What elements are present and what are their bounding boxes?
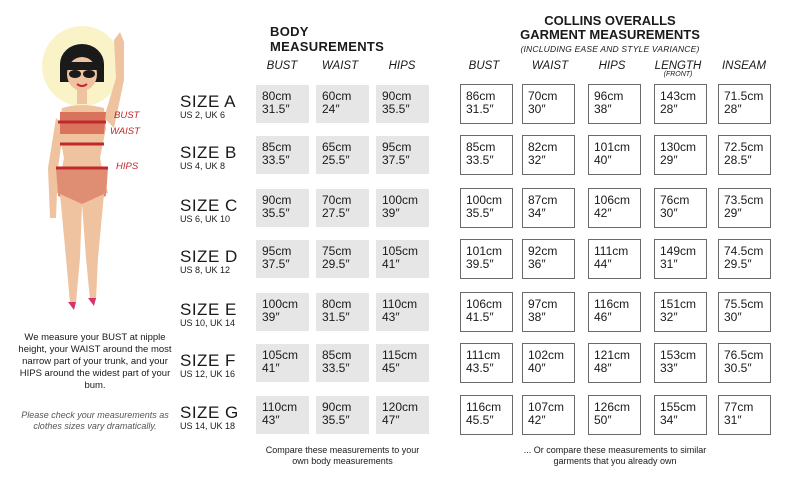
value-inch: 33.5″	[262, 153, 290, 167]
value-cm: 130cm	[660, 140, 697, 154]
body-cell	[256, 293, 309, 331]
body-cell	[256, 189, 309, 227]
body-cell	[376, 189, 429, 227]
garment-measurements-title	[510, 14, 710, 56]
value-cm: 101cm	[466, 244, 503, 258]
value-inch: 34″	[660, 413, 678, 427]
value-inch: 48″	[594, 361, 612, 375]
value-inch: 44″	[594, 257, 612, 271]
body-cell	[376, 136, 429, 174]
value-cm: 110cm	[262, 400, 298, 414]
value-inch: 40″	[528, 361, 546, 375]
size-name: SIZE G	[180, 403, 239, 422]
value-cm: 76.5cm	[724, 348, 764, 362]
value-cm: 106cm	[594, 193, 631, 207]
garment-cell	[460, 292, 513, 332]
size-label	[180, 248, 260, 275]
value-inch: 41.5″	[466, 310, 494, 324]
garment-cell	[522, 188, 575, 228]
body-cell	[376, 344, 429, 382]
value-cm: 110cm	[382, 297, 418, 311]
value-inch: 31.5″	[466, 102, 494, 116]
value-cm: 72.5cm	[724, 140, 764, 154]
value-cm: 71.5cm	[724, 89, 764, 103]
value-inch: 50″	[594, 413, 612, 427]
size-name: SIZE D	[180, 247, 238, 266]
value-inch: 28″	[660, 102, 678, 116]
value-cm: 75cm	[322, 244, 352, 258]
value-inch: 28.5″	[724, 153, 752, 167]
value-inch: 30.5″	[724, 361, 752, 375]
value-inch: 30″	[660, 206, 678, 220]
value-inch: 39″	[382, 206, 400, 220]
value-cm: 100cm	[466, 193, 503, 207]
value-cm: 80cm	[322, 297, 352, 311]
garment-cell	[588, 395, 641, 435]
garment-cell	[522, 135, 575, 175]
value-inch: 46″	[594, 310, 612, 324]
garment-cell	[522, 292, 575, 332]
size-label	[180, 404, 260, 431]
value-inch: 31.5″	[262, 102, 290, 116]
garment-cell	[460, 343, 513, 383]
value-cm: 106cm	[466, 297, 503, 311]
body-cell	[256, 240, 309, 278]
garment-cell	[718, 84, 771, 124]
value-cm: 90cm	[322, 400, 352, 414]
value-cm: 95cm	[382, 140, 412, 154]
garment-col-hips: HIPS	[598, 60, 626, 72]
value-inch: 37.5″	[382, 153, 410, 167]
check-note: Please check your measurements as clothes sizes vary dramatically.	[21, 410, 169, 431]
size-label	[180, 144, 260, 171]
size-us-uk: US 2, UK 6	[180, 110, 226, 120]
garment-cell	[522, 395, 575, 435]
value-cm: 95cm	[262, 244, 292, 258]
value-cm: 96cm	[594, 89, 624, 103]
size-us-uk: US 12, UK 16	[180, 369, 236, 379]
value-cm: 116cm	[466, 400, 502, 414]
value-cm: 105cm	[262, 348, 299, 362]
size-label	[180, 197, 260, 224]
garment-col-bust: BUST	[468, 60, 500, 72]
garment-cell	[588, 292, 641, 332]
value-cm: 126cm	[594, 400, 631, 414]
value-cm: 151cm	[660, 297, 697, 311]
bust-label: BUST	[114, 110, 140, 121]
garment-cell	[654, 188, 707, 228]
value-inch: 29.5″	[322, 257, 350, 271]
value-cm: 92cm	[528, 244, 558, 258]
length-header: LENGTH	[654, 60, 702, 72]
value-inch: 39″	[262, 310, 280, 324]
body-cell	[316, 240, 369, 278]
body-cell	[316, 293, 369, 331]
value-inch: 33.5″	[322, 361, 350, 375]
value-cm: 86cm	[466, 89, 496, 103]
value-cm: 70cm	[528, 89, 558, 103]
garment-cell	[522, 343, 575, 383]
garment-cell	[654, 292, 707, 332]
garment-cell	[718, 135, 771, 175]
value-inch: 31.5″	[322, 310, 350, 324]
value-cm: 97cm	[528, 297, 558, 311]
length-front-note: (FRONT)	[663, 71, 693, 78]
value-cm: 149cm	[660, 244, 697, 258]
garment-cell	[588, 135, 641, 175]
value-inch: 42″	[594, 206, 612, 220]
value-cm: 107cm	[528, 400, 565, 414]
garment-cell	[654, 84, 707, 124]
value-inch: 29″	[660, 153, 678, 167]
garment-cell	[460, 135, 513, 175]
garment-title-line1: COLLINS OVERALLS	[544, 13, 676, 28]
hips-label: HIPS	[116, 161, 139, 172]
value-cm: 76cm	[660, 193, 690, 207]
value-cm: 73.5cm	[724, 193, 764, 207]
body-col-bust: BUST	[266, 60, 298, 72]
value-inch: 43″	[262, 413, 280, 427]
body-footer: Compare these measurements to your own body measurements	[265, 445, 420, 466]
garment-cell	[718, 239, 771, 279]
value-inch: 35.5″	[322, 413, 350, 427]
garment-cell	[460, 188, 513, 228]
body-cell	[256, 85, 309, 123]
size-label	[180, 93, 260, 120]
value-inch: 29.5″	[724, 257, 752, 271]
value-cm: 77cm	[724, 400, 754, 414]
value-cm: 100cm	[382, 193, 419, 207]
size-us-uk: US 8, UK 12	[180, 265, 231, 275]
value-inch: 30″	[724, 310, 742, 324]
size-label	[180, 352, 260, 379]
garment-col-waist: WAIST	[531, 60, 569, 72]
value-inch: 32″	[528, 153, 546, 167]
garment-cell	[522, 239, 575, 279]
value-inch: 39.5″	[466, 257, 494, 271]
body-cell	[376, 396, 429, 434]
body-cell	[376, 240, 429, 278]
garment-cell	[522, 84, 575, 124]
value-cm: 60cm	[322, 89, 352, 103]
size-us-uk: US 10, UK 14	[180, 318, 236, 328]
value-inch: 37.5″	[262, 257, 290, 271]
value-inch: 47″	[382, 413, 400, 427]
value-inch: 33″	[660, 361, 678, 375]
body-cell	[316, 85, 369, 123]
garment-cell	[460, 84, 513, 124]
woman-figure-icon	[20, 18, 170, 318]
garment-cell	[718, 395, 771, 435]
value-cm: 90cm	[382, 89, 412, 103]
value-inch: 34″	[528, 206, 546, 220]
body-cell	[376, 85, 429, 123]
value-cm: 85cm	[322, 348, 352, 362]
value-inch: 25.5″	[322, 153, 350, 167]
garment-cell	[588, 84, 641, 124]
body-cell	[256, 344, 309, 382]
measure-note: We measure your BUST at nipple height, your WAIST around the most narrow part of your trunk, and your HIPS around the widest part of your bum.	[18, 332, 172, 391]
size-us-uk: US 14, UK 18	[180, 421, 236, 431]
value-inch: 35.5″	[382, 102, 410, 116]
value-cm: 90cm	[262, 193, 292, 207]
body-measurements-title: BODY MEASUREMENTS	[270, 24, 385, 54]
value-cm: 143cm	[660, 89, 697, 103]
value-inch: 24″	[322, 102, 340, 116]
body-cell	[316, 344, 369, 382]
garment-col-inseam: INSEAM	[721, 60, 767, 72]
garment-cell	[718, 188, 771, 228]
value-inch: 32″	[660, 310, 678, 324]
value-cm: 153cm	[660, 348, 697, 362]
value-inch: 45″	[382, 361, 400, 375]
value-cm: 111cm	[466, 348, 501, 362]
value-cm: 101cm	[594, 140, 631, 154]
garment-cell	[588, 188, 641, 228]
value-inch: 40″	[594, 153, 612, 167]
garment-cell	[460, 239, 513, 279]
garment-footer: ... Or compare these measurements to similar garments that you already own	[523, 445, 707, 466]
value-cm: 65cm	[322, 140, 352, 154]
value-cm: 85cm	[262, 140, 292, 154]
size-label	[180, 301, 260, 328]
value-inch: 27.5″	[322, 206, 350, 220]
value-inch: 42″	[528, 413, 546, 427]
value-inch: 43.5″	[466, 361, 494, 375]
body-cell	[256, 396, 309, 434]
garment-cell	[654, 135, 707, 175]
size-name: SIZE E	[180, 300, 237, 319]
value-cm: 74.5cm	[724, 244, 764, 258]
value-inch: 31″	[724, 413, 742, 427]
value-inch: 30″	[528, 102, 546, 116]
garment-cell	[588, 343, 641, 383]
body-cell	[316, 136, 369, 174]
value-cm: 82cm	[528, 140, 558, 154]
value-cm: 105cm	[382, 244, 419, 258]
value-inch: 41″	[382, 257, 400, 271]
garment-cell	[718, 343, 771, 383]
garment-col-length	[650, 60, 706, 78]
body-cell	[376, 293, 429, 331]
garment-cell	[718, 292, 771, 332]
size-name: SIZE A	[180, 92, 236, 111]
body-cell	[316, 189, 369, 227]
garment-cell	[654, 395, 707, 435]
value-cm: 111cm	[594, 244, 629, 258]
value-cm: 80cm	[262, 89, 292, 103]
garment-cell	[654, 239, 707, 279]
value-inch: 43″	[382, 310, 400, 324]
size-name: SIZE F	[180, 351, 236, 370]
value-inch: 45.5″	[466, 413, 494, 427]
body-col-hips: HIPS	[388, 60, 416, 72]
garment-subtitle: (INCLUDING EASE AND STYLE VARIANCE)	[520, 44, 700, 54]
garment-cell	[460, 395, 513, 435]
garment-title-line2: GARMENT MEASUREMENTS	[520, 27, 700, 42]
size-name: SIZE B	[180, 143, 237, 162]
body-cell	[316, 396, 369, 434]
value-inch: 41″	[262, 361, 280, 375]
value-cm: 115cm	[382, 348, 418, 362]
size-name: SIZE C	[180, 196, 238, 215]
value-cm: 100cm	[262, 297, 299, 311]
garment-cell	[588, 239, 641, 279]
figure-illustration	[20, 18, 170, 318]
value-inch: 35.5″	[466, 206, 494, 220]
body-cell	[256, 136, 309, 174]
value-cm: 70cm	[322, 193, 352, 207]
value-cm: 85cm	[466, 140, 496, 154]
value-inch: 31″	[660, 257, 678, 271]
value-inch: 36″	[528, 257, 546, 271]
size-us-uk: US 6, UK 10	[180, 214, 231, 224]
body-col-waist: WAIST	[321, 60, 359, 72]
value-cm: 102cm	[528, 348, 565, 362]
garment-cell	[654, 343, 707, 383]
size-us-uk: US 4, UK 8	[180, 161, 226, 171]
value-inch: 29″	[724, 206, 742, 220]
value-cm: 75.5cm	[724, 297, 764, 311]
value-cm: 120cm	[382, 400, 419, 414]
waist-label: WAIST	[110, 126, 140, 137]
value-inch: 38″	[528, 310, 546, 324]
value-inch: 38″	[594, 102, 612, 116]
value-cm: 121cm	[594, 348, 631, 362]
value-inch: 35.5″	[262, 206, 290, 220]
value-cm: 116cm	[594, 297, 630, 311]
value-cm: 87cm	[528, 193, 558, 207]
value-inch: 28″	[724, 102, 742, 116]
value-cm: 155cm	[660, 400, 697, 414]
value-inch: 33.5″	[466, 153, 494, 167]
